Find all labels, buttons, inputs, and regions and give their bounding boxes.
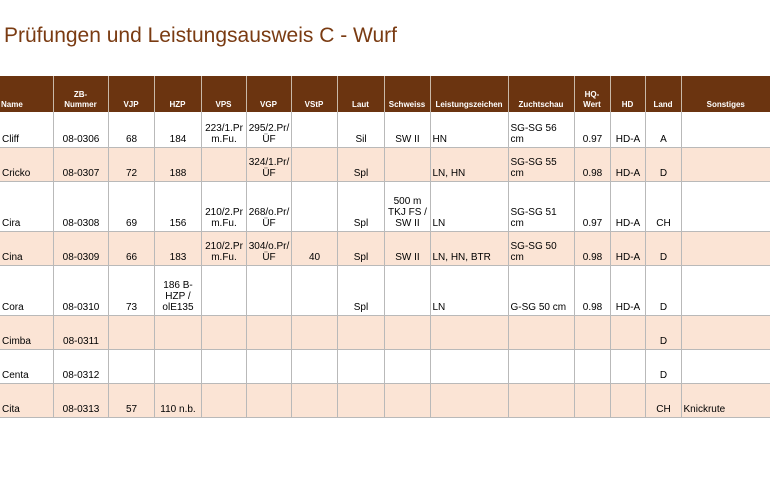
cell-schweiss [384, 265, 430, 315]
cell-sonst [681, 112, 770, 147]
cell-vstp [291, 265, 337, 315]
table-row [0, 231, 770, 265]
cell-laut: Spl [337, 181, 384, 231]
cell-laut [337, 383, 384, 417]
cell-hzp: 184 [154, 112, 201, 147]
cell-laut [337, 349, 384, 383]
cell-land: D [645, 315, 681, 349]
cell-vstp [291, 147, 337, 181]
column-header-vstp: VStP [291, 76, 337, 112]
cell-name: Cliff [0, 112, 53, 147]
cell-zucht [508, 315, 574, 349]
cell-zucht [508, 383, 574, 417]
cell-hd: HD-A [610, 231, 645, 265]
cell-vps [201, 265, 246, 315]
cell-leistung: LN [430, 265, 508, 315]
cell-zucht: SG-SG 56 cm [508, 112, 574, 147]
cell-vjp: 72 [108, 147, 154, 181]
cell-laut [337, 315, 384, 349]
cell-name: Cora [0, 265, 53, 315]
cell-hq: 0.97 [574, 181, 610, 231]
cell-zb: 08-0311 [53, 315, 108, 349]
cell-hd: HD-A [610, 112, 645, 147]
cell-name: Cricko [0, 147, 53, 181]
cell-vps: 210/2.Pr m.Fu. [201, 231, 246, 265]
cell-vps: 210/2.Pr m.Fu. [201, 181, 246, 231]
cell-schweiss [384, 315, 430, 349]
cell-vjp: 68 [108, 112, 154, 147]
column-header-sonst: Sonstiges [681, 76, 770, 112]
cell-zucht: G-SG 50 cm [508, 265, 574, 315]
cell-zb: 08-0312 [53, 349, 108, 383]
cell-vgp [246, 315, 291, 349]
cell-vgp [246, 383, 291, 417]
cell-schweiss [384, 349, 430, 383]
cell-schweiss [384, 383, 430, 417]
column-header-schweiss: Schweiss [384, 76, 430, 112]
cell-zucht: SG-SG 55 cm [508, 147, 574, 181]
cell-vps [201, 383, 246, 417]
cell-vjp: 69 [108, 181, 154, 231]
column-header-name: Name [0, 76, 53, 112]
table-row [0, 181, 770, 231]
column-header-land: Land [645, 76, 681, 112]
cell-name: Cira [0, 181, 53, 231]
cell-name: Cita [0, 383, 53, 417]
cell-hzp: 188 [154, 147, 201, 181]
cell-laut: Spl [337, 147, 384, 181]
cell-hzp: 110 n.b. [154, 383, 201, 417]
cell-name: Centa [0, 349, 53, 383]
cell-hd: HD-A [610, 147, 645, 181]
table-header-row [0, 76, 770, 112]
cell-hq [574, 383, 610, 417]
cell-leistung: LN [430, 181, 508, 231]
cell-sonst [681, 265, 770, 315]
cell-leistung: LN, HN [430, 147, 508, 181]
column-header-vjp: VJP [108, 76, 154, 112]
cell-name: Cina [0, 231, 53, 265]
cell-hq: 0.98 [574, 265, 610, 315]
cell-leistung [430, 383, 508, 417]
column-header-leistung: Leistungszeichen [430, 76, 508, 112]
cell-vgp: 295/2.Pr/ ÜF [246, 112, 291, 147]
cell-hq: 0.98 [574, 147, 610, 181]
cell-vstp [291, 181, 337, 231]
cell-vps [201, 147, 246, 181]
cell-vjp: 73 [108, 265, 154, 315]
table-body [0, 112, 770, 417]
cell-vjp [108, 315, 154, 349]
column-header-zucht: Zuchtschau [508, 76, 574, 112]
cell-zucht: SG-SG 51 cm [508, 181, 574, 231]
column-header-vgp: VGP [246, 76, 291, 112]
cell-hq [574, 349, 610, 383]
cell-schweiss: SW II [384, 112, 430, 147]
cell-vgp: 324/1.Pr/ ÜF [246, 147, 291, 181]
cell-hq: 0.97 [574, 112, 610, 147]
column-header-laut: Laut [337, 76, 384, 112]
cell-laut: Spl [337, 231, 384, 265]
column-header-hq: HQ- Wert [574, 76, 610, 112]
cell-vgp [246, 265, 291, 315]
cell-vjp [108, 349, 154, 383]
cell-zucht: SG-SG 50 cm [508, 231, 574, 265]
cell-leistung: LN, HN, BTR [430, 231, 508, 265]
cell-vjp: 57 [108, 383, 154, 417]
table-row [0, 315, 770, 349]
cell-vps [201, 315, 246, 349]
cell-hd [610, 383, 645, 417]
cell-laut: Sil [337, 112, 384, 147]
cell-vjp: 66 [108, 231, 154, 265]
cell-sonst [681, 231, 770, 265]
cell-land: CH [645, 383, 681, 417]
cell-sonst [681, 181, 770, 231]
cell-vps [201, 349, 246, 383]
cell-land: D [645, 265, 681, 315]
cell-name: Cimba [0, 315, 53, 349]
cell-hd: HD-A [610, 265, 645, 315]
cell-laut: Spl [337, 265, 384, 315]
cell-land: CH [645, 181, 681, 231]
cell-leistung [430, 315, 508, 349]
cell-zb: 08-0308 [53, 181, 108, 231]
cell-zb: 08-0307 [53, 147, 108, 181]
table-row [0, 265, 770, 315]
cell-hd: HD-A [610, 181, 645, 231]
cell-zb: 08-0309 [53, 231, 108, 265]
cell-schweiss [384, 147, 430, 181]
cell-sonst [681, 349, 770, 383]
cell-hzp [154, 315, 201, 349]
cell-leistung [430, 349, 508, 383]
cell-vstp: 40 [291, 231, 337, 265]
cell-hzp: 186 B-HZP / olE135 [154, 265, 201, 315]
cell-vstp [291, 112, 337, 147]
table-row [0, 112, 770, 147]
cell-sonst [681, 315, 770, 349]
cell-hq: 0.98 [574, 231, 610, 265]
column-header-vps: VPS [201, 76, 246, 112]
cell-vgp: 268/o.Pr/ ÜF [246, 181, 291, 231]
column-header-zb: ZB- Nummer [53, 76, 108, 112]
table-row [0, 349, 770, 383]
table-row [0, 147, 770, 181]
cell-hzp: 183 [154, 231, 201, 265]
cell-vstp [291, 383, 337, 417]
column-header-hd: HD [610, 76, 645, 112]
cell-schweiss: 500 m TKJ FS / SW II [384, 181, 430, 231]
cell-vstp [291, 315, 337, 349]
cell-land: D [645, 231, 681, 265]
cell-hq [574, 315, 610, 349]
column-header-hzp: HZP [154, 76, 201, 112]
performance-table [0, 76, 770, 418]
cell-hzp: 156 [154, 181, 201, 231]
cell-schweiss: SW II [384, 231, 430, 265]
cell-zb: 08-0313 [53, 383, 108, 417]
cell-zb: 08-0310 [53, 265, 108, 315]
cell-hd [610, 349, 645, 383]
cell-hzp [154, 349, 201, 383]
cell-sonst: Knickrute [681, 383, 770, 417]
cell-zb: 08-0306 [53, 112, 108, 147]
cell-hd [610, 315, 645, 349]
cell-land: D [645, 349, 681, 383]
cell-vstp [291, 349, 337, 383]
cell-vps: 223/1.Pr m.Fu. [201, 112, 246, 147]
cell-leistung: HN [430, 112, 508, 147]
cell-land: D [645, 147, 681, 181]
page-title: Prüfungen und Leistungsausweis C - Wurf [4, 24, 397, 47]
cell-land: A [645, 112, 681, 147]
cell-vgp [246, 349, 291, 383]
table-row [0, 383, 770, 417]
cell-zucht [508, 349, 574, 383]
cell-sonst [681, 147, 770, 181]
cell-vgp: 304/o.Pr/ ÜF [246, 231, 291, 265]
